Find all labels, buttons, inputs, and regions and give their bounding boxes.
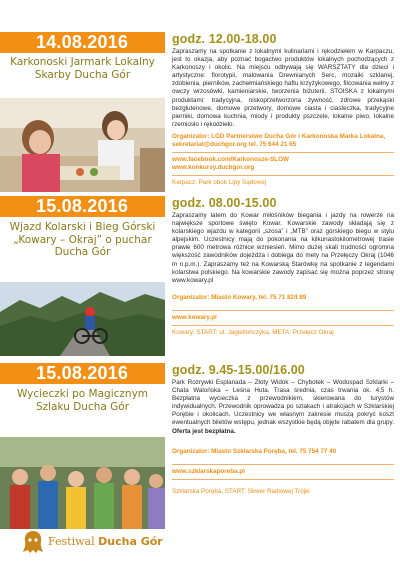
event-left-column <box>0 32 165 81</box>
divider <box>172 310 394 311</box>
event-date-band: 15.08.2016 <box>0 363 165 384</box>
event-title: Karkonoski Jarmark Lokalny Skarby Ducha Gór <box>10 56 155 81</box>
divider <box>172 152 394 153</box>
event-description: Zapraszamy latem do Kowar miłośników biegania i jazdy na rowerze na największe sportowe święto Kowar. Kowarskie zawody składają się z kolarskiego wjazdu w kategorii „szosa” i „MTB” oraz górskiego biegu w stylu alpejskim. Uczestnicy mają do pokonania na kilkunastokilometrowej trasie prawie 600 metrowa różnice wzniesień. Mimo dużej skali trudności ogromna większość zawodników dojeżdża i dobiega do mety na Przełęczy Okraj (1046 m n.p.m.). Zapraszamy też na Kowarską Starówkę na spotkanie z legendami kolarstwa polskiego. Na kowarskie zawody zapisać się można poprzez stronę www.kowary.pl <box>172 212 394 284</box>
event-organizer: Organizator: Miasto Szklarska Poręba, tel. 75 754 77 40 <box>172 447 337 455</box>
event-right-column <box>172 363 394 496</box>
event-date-band: 14.08.2016 <box>0 32 165 53</box>
logo-word-festival: Festiwal <box>48 535 95 548</box>
event-block <box>0 363 400 526</box>
event-block <box>0 196 400 356</box>
event-organizer: Organizator: Miasto Kowary, tel. 75 71 824 89 <box>172 293 307 301</box>
event-organizer: Organizator: LGD Partnerstwo Ducha Gór i Karkonoska Marka Lokalna, sekretariat@duchgor.org tel. 75 644 21 65 <box>172 132 386 149</box>
event-block <box>0 32 400 192</box>
event-left-column <box>0 196 165 259</box>
event-date-band: 15.08.2016 <box>0 196 165 217</box>
event-location: Karpacz, Park obok Lipy Sądowej <box>172 179 267 187</box>
festival-logo-text <box>48 535 163 548</box>
description-highlight: Oferta jest bezpłatna. <box>172 427 236 435</box>
divider <box>172 325 394 326</box>
event-title: Wjazd Kolarski i Bieg Górski „Kowary – Okraj” o puchar Ducha Gór <box>9 221 156 258</box>
event-photo <box>0 282 165 356</box>
spirit-mascot-icon <box>22 530 44 559</box>
event-description <box>172 379 394 436</box>
divider <box>172 175 394 176</box>
event-time: godz. 9.45-15.00/16.00 <box>172 363 305 377</box>
event-link[interactable]: www.szklarskaporeba.pl <box>172 467 245 475</box>
divider <box>172 464 394 465</box>
event-link[interactable]: www.facebook.com/Karkonosze-SLOW <box>172 156 289 164</box>
event-link[interactable]: www.konkursy.duchgor.org <box>172 164 255 172</box>
event-link[interactable]: www.kowary.pl <box>172 313 217 321</box>
description-text: Park Rozrywki Esplanada – Złoty Widok – Chybotek – Wodospad Szklarki – Chata Walońska – Leśna Huta. Trasa średnia, czas trwania ok. 4,5 h. Bezpłatna wycieczka z przewodnikiem, skierowana do turystów indywidualnych. Przewodnik oprowadza po szlakach i atrakcjach w Szklarskiej Porębie i okolicach. Uczestnicy we własnym zakresie muszą pokryć koszt ewentualnych biletów wstępu, jednak wszystkie będą objęte rabatem dla grupy. <box>172 379 394 427</box>
event-location: Kowary: START: ul. Jagiellończyka, META: Przełęcz Okraj <box>172 329 334 337</box>
event-location: Szklarska Poręba, START: Skwer Radiowej Trójki <box>172 487 310 495</box>
logo-word-ducha-gor: Ducha Gór <box>98 535 163 548</box>
event-right-column <box>172 32 394 187</box>
event-right-column <box>172 196 394 337</box>
festival-logo <box>22 530 163 554</box>
divider <box>172 479 394 480</box>
event-description: Zapraszamy na spotkanie z lokalnymi kulinariami i rękodziełem w Karpaczu, jest to okazja, aby poznać bogactwo produktów lokalnych pochodzących z Karkonoszy i okolic. Na miejscu odbywają się WARSZTATY dla dzieci i artystyczne: florotypii, malowania Drewnianych Serc, mozaiki szklanej, zdobienia, pierników, zachełmiańskiego haftu krzyżykowego, filcowania wełny z owczy wrzosówki, kamieniarskie, tworzenia biżuterii. STOISKA z lokalnymi produktami: tradycyjna, niskoprzetworzona żywność, zdrowe przekąski bezglutenowe, domowe przetwory, domowe ciasta i ciasteczka, tradycyjne pierniki, domowa kuchnia, miody i produkty pszczele, lokalne piwo, lokalne rzemiosło i rękodzieło. <box>172 48 394 128</box>
event-time: godz. 12.00-18.00 <box>172 32 277 46</box>
event-title: Wycieczki po Magicznym Szlaku Ducha Gór <box>16 388 149 413</box>
cyclists-photo <box>0 282 165 356</box>
tour-group-photo <box>0 437 165 529</box>
event-time: godz. 08.00-15.00 <box>172 196 277 210</box>
event-photo <box>0 98 165 192</box>
kids-crafts-photo <box>0 98 165 192</box>
event-photo <box>0 437 165 529</box>
event-left-column <box>0 363 165 413</box>
